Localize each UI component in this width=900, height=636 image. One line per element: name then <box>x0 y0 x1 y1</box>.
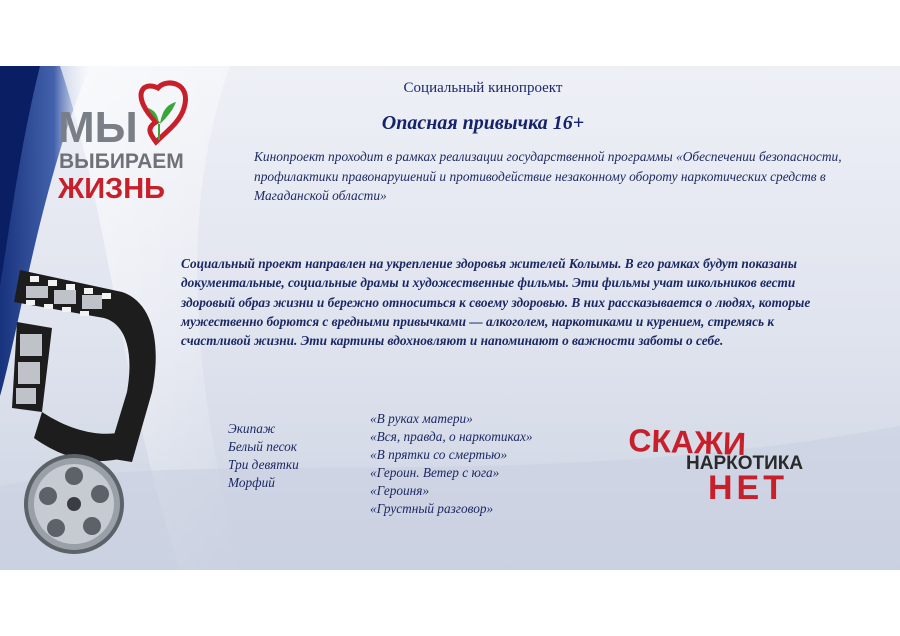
list-item: Экипаж <box>228 421 276 436</box>
list-item: «Героин. Ветер с юга» <box>370 465 500 480</box>
list-item: Три девятки <box>228 457 299 472</box>
svg-text:ВЫБИРАЕМ: ВЫБИРАЕМ <box>59 150 184 173</box>
svg-text:МЫ: МЫ <box>58 103 138 152</box>
list-item: Морфий <box>228 475 275 490</box>
slide <box>0 66 900 570</box>
list-item: «Героиня» <box>370 483 430 498</box>
svg-text:СКАЖИ: СКАЖИ <box>627 422 747 463</box>
skazhi-narkotika-net-logo <box>624 411 844 511</box>
list-item: Белый песок <box>228 439 298 454</box>
svg-text:НЕТ: НЕТ <box>708 469 788 507</box>
list-item: «В прятки со смертью» <box>370 447 508 462</box>
list-item: «В руках матери» <box>370 411 473 426</box>
film-reel-icon <box>12 262 172 562</box>
program-text: Кинопроект проходит в рамках реализации государственной программы «Обеспечении безопасности, профилактики правонарушений и противодействие незаконному обороту наркотических средств в Магаданской области» <box>254 149 842 203</box>
description-text: Социальный проект направлен на укрепление здоровья жителей Колымы. В его рамках будут показаны документальные, социальные драмы и художественные фильмы. Эти фильмы учат школьников вести здоровый образ жизни и бережно относиться к своему здоровью. В них рассказывается о людях, которые мужественно борются с вредными привычками — алкоголем, наркотиками и курением, стремясь к счастливой жизни. Эти картины вдохновляют и напоминают о важности заботы о себе. <box>181 256 811 349</box>
my-vybiraem-zhizn-logo <box>58 80 218 200</box>
svg-text:НАРКОТИКА: НАРКОТИКА <box>686 453 804 474</box>
page-title: Опасная привычка 16+ <box>381 112 585 134</box>
svg-text:ЖИЗНЬ: ЖИЗНЬ <box>58 173 166 200</box>
film-list-left <box>228 420 299 492</box>
list-item: «Грустный разговор» <box>370 501 494 516</box>
film-list-right <box>370 410 533 518</box>
subtitle: Социальный кинопроект <box>403 80 563 96</box>
list-item: «Вся, правда, о наркотиках» <box>370 429 533 444</box>
